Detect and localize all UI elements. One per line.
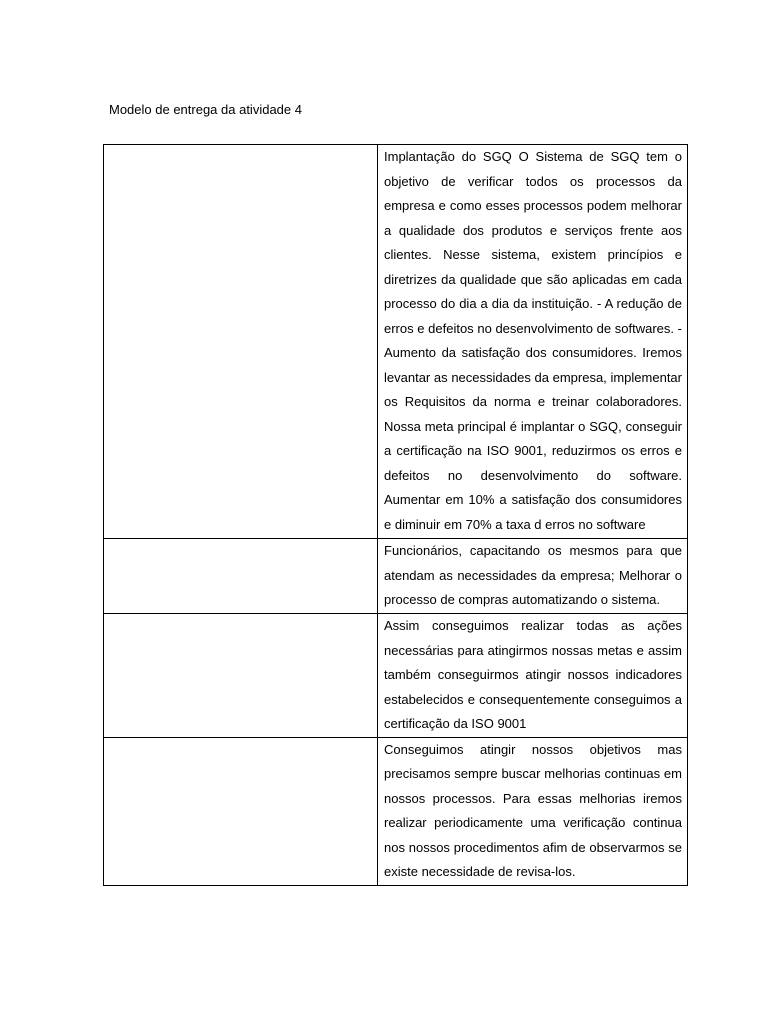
table-row [104,614,688,738]
table-cell-right [378,145,688,539]
table-row [104,539,688,614]
table-row [104,737,688,885]
table-cell-right [378,539,688,614]
table-cell-left [104,539,378,614]
cell-paragraph: Funcionários, capacitando os mesmos para que atendam as necessidades da empresa; Melhorar o processo de compras automatizando o sistema. [384,543,682,607]
table-cell-left [104,737,378,885]
page-title: Modelo de entrega da atividade 4 [109,102,302,117]
table-row [104,145,688,539]
cell-paragraph: Assim conseguimos realizar todas as ações necessárias para atingirmos nossas metas e assim também conseguirmos atingir nossos indicadores estabelecidos e consequentemente conseguimos a certificação da ISO 9001 [384,618,682,731]
cell-paragraph: Implantação do SGQ O Sistema de SGQ tem o objetivo de verificar todos os processos da empresa e como esses processos podem melhorar a qualidade dos produtos e serviços frente aos clientes. Nesse sistema, existem princípios e diretrizes da qualidade que são aplicadas em cada processo do dia a dia da instituição. - A redução de erros e defeitos no desenvolvimento de softwares. - Aumento da satisfação dos consumidores. Iremos levantar as necessidades da empresa, implementar os Requisitos da norma e treinar colaboradores. Nossa meta principal é implantar o SGQ, conseguir a certificação na ISO 9001, reduzirmos os erros e defeitos no desenvolvimento do software. Aumentar em 10% a satisfação dos consumidores e diminuir em 70% a taxa d erros no software [384,149,682,532]
content-table [103,144,688,886]
table-cell-left [104,145,378,539]
table-cell-right [378,737,688,885]
cell-paragraph: Conseguimos atingir nossos objetivos mas precisamos sempre buscar melhorias continuas em nossos processos. Para essas melhorias iremos realizar periodicamente uma verificação continua nos nossos procedimentos afim de observarmos se existe necessidade de revisa-los. [384,741,682,879]
table-cell-right [378,614,688,738]
table-cell-left [104,614,378,738]
